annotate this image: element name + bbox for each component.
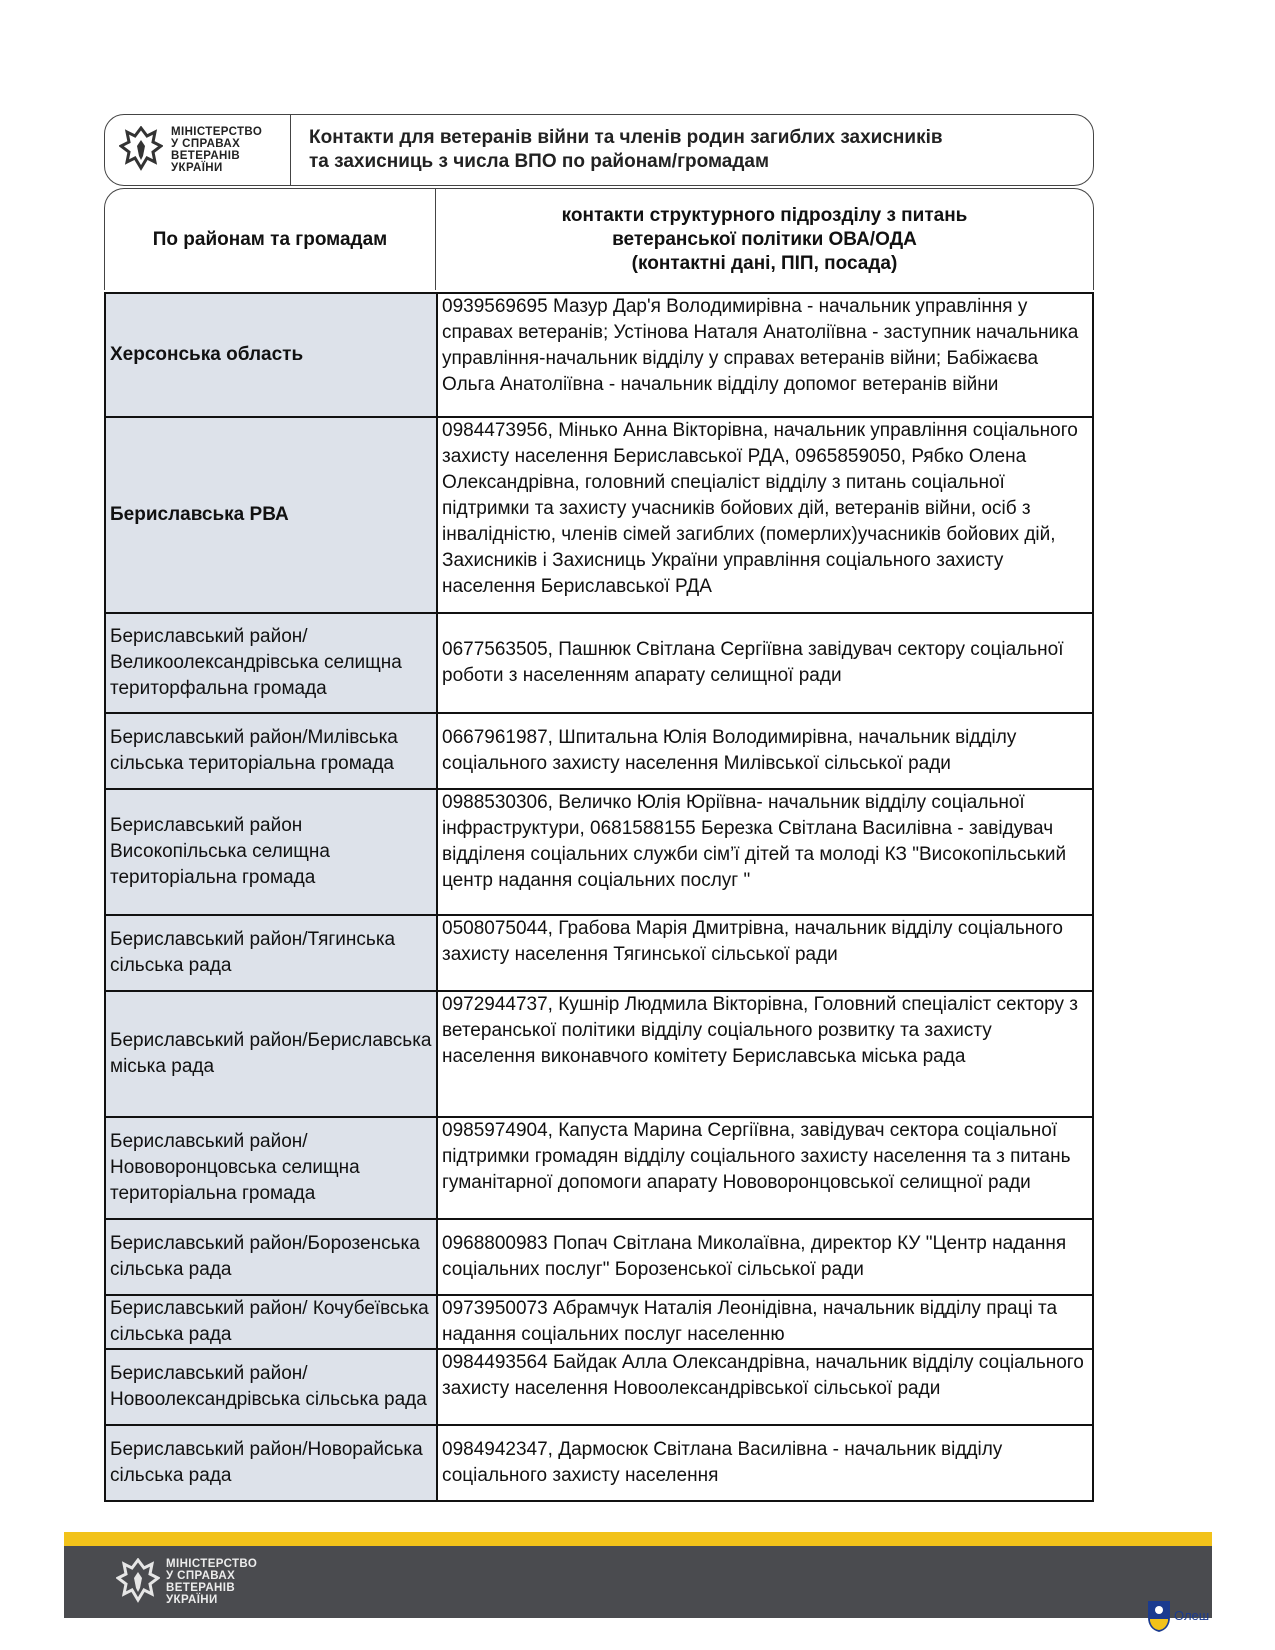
table-row — [105, 293, 1093, 417]
column-header-line: ветеранської політики ОВА/ОДА — [612, 228, 917, 250]
contact-cell: 0984942347, Дармосюк Світлана Василівна - начальник відділу соціального захисту населення — [437, 1425, 1093, 1501]
ministry-line: ВЕТЕРАНІВ — [171, 150, 241, 162]
table-row — [105, 1295, 1093, 1349]
ministry-line: МІНІСТЕРСТВО — [171, 126, 263, 138]
ministry-name — [171, 126, 262, 174]
area-cell: Бериславський район/Новорайська сільська рада — [105, 1425, 437, 1501]
area-cell: Бериславський район/Борозенська сільська рада — [105, 1219, 437, 1295]
contact-cell: 0984493564 Байдак Алла Олександрівна, начальник відділу соціального захисту населення Новоолександрівської сільської ради — [437, 1349, 1093, 1425]
ministry-line: МІНІСТЕРСТВО — [166, 1558, 258, 1570]
table-row — [105, 1219, 1093, 1295]
area-cell: Бериславський район/Бериславська міська рада — [105, 991, 437, 1117]
column-header-line: (контактні дані, ПІП, посада) — [631, 252, 898, 274]
area-cell: Бериславський район/Великоолександрівська селищна територфальна громада — [105, 613, 437, 713]
table-row — [105, 991, 1093, 1117]
footer-bar — [64, 1546, 1212, 1618]
table-row — [105, 713, 1093, 789]
area-cell: Бериславський район/Милівська сільська територіальна громада — [105, 713, 437, 789]
area-cell: Бериславський район/Нововоронцовська селищна територіальна громада — [105, 1117, 437, 1219]
ministry-line: УКРАЇНИ — [171, 162, 223, 174]
ministry-emblem-icon — [119, 126, 163, 174]
contact-cell: 0939569695 Мазур Дар'я Володимирівна - начальник управління у справах ветеранів; Устінова Наталя Анатоліївна - заступник начальника управління-начальник відділу у справах ветеранів війни; Бабіжаєва Ольга Анатоліївна - начальник відділу допомог ветеранів війни — [437, 293, 1093, 417]
table-row — [105, 1117, 1093, 1219]
ministry-line: УКРАЇНИ — [166, 1594, 218, 1606]
area-cell: Бериславський район/ Кочубеївська сільська рада — [105, 1295, 437, 1349]
area-cell: Бериславський район/ Новоолександрівська сільська рада — [105, 1349, 437, 1425]
table-header — [104, 188, 1094, 290]
contact-cell: 0988530306, Величко Юлія Юріївна- начальник відділу соціальної інфраструктури, 0681588155 Березка Світлана Василівна - завідувач відділеня соціальних служби сім’ї дітей та молоді КЗ "Високопільський центр надання соціальних послуг " — [437, 789, 1093, 915]
ministry-logo — [105, 115, 291, 185]
area-cell: Бериславський район/Тягинська сільська рада — [105, 915, 437, 991]
ministry-line: ВЕТЕРАНІВ — [166, 1582, 236, 1594]
table-row — [105, 789, 1093, 915]
table-row — [105, 1349, 1093, 1425]
partner-text: Олеш — [1174, 1607, 1210, 1623]
contacts-table — [104, 292, 1094, 1502]
column-header-line: контакти структурного підрозділу з питань — [561, 204, 968, 226]
contact-cell: 0985974904, Капуста Марина Сергіївна, завідувач сектора соціальної підтримки громадян відділу соціального захисту населення та з питань гуманітарної допомоги апарату Нововоронцовської селищної ради — [437, 1117, 1093, 1219]
coat-of-arms-icon — [1146, 1597, 1172, 1633]
contact-cell: 0968800983 Попач Світлана Миколаївна, директор КУ "Центр надання соціальних послуг" Борозенської сільської ради — [437, 1219, 1093, 1295]
title-line: та захисниць з числа ВПО по районам/громадам — [309, 151, 769, 172]
contact-cell: 0667961987, Шпитальна Юлія Володимирівна, начальник відділу соціального захисту населення Милівської сільської ради — [437, 713, 1093, 789]
ministry-line: У СПРАВАХ — [171, 138, 241, 150]
area-cell: Бериславський район Високопільська селищна територіальна громада — [105, 789, 437, 915]
contact-cell: 0677563505, Пашнюк Світлана Сергіївна завідувач сектору соціальної роботи з населенням апарату селищної ради — [437, 613, 1093, 713]
footer-ministry-name — [166, 1558, 257, 1606]
column-header-contacts — [436, 189, 1093, 290]
partner-logo — [1146, 1597, 1209, 1633]
ministry-emblem-icon — [116, 1558, 160, 1606]
contact-cell: 0973950073 Абрамчук Наталія Леонідівна, начальник відділу праці та надання соціальних послуг населенню — [437, 1295, 1093, 1349]
table-row — [105, 417, 1093, 613]
page-title — [291, 126, 943, 174]
contact-cell: 0508075044, Грабова Марія Дмитрівна, начальник відділу соціального захисту населення Тягинської сільської ради — [437, 915, 1093, 991]
contact-cell: 0972944737, Кушнір Людмила Вікторівна, Головний спеціаліст сектору з ветеранської політики відділу соціального розвитку та захисту населення виконавчого комітету Бериславська міська рада — [437, 991, 1093, 1117]
title-line: Контакти для ветеранів війни та членів родин загиблих захисників — [309, 127, 943, 148]
table-row — [105, 915, 1093, 991]
area-cell: Херсонська область — [105, 293, 437, 417]
table-row — [105, 613, 1093, 713]
table-row — [105, 1425, 1093, 1501]
ministry-line: У СПРАВАХ — [166, 1570, 236, 1582]
column-header-area: По районам та громадам — [105, 189, 436, 290]
header-banner — [104, 114, 1094, 186]
footer-accent-stripe — [64, 1532, 1212, 1546]
contact-cell: 0984473956, Мінько Анна Вікторівна, начальник управління соціального захисту населення Бериславської РДА, 0965859050, Рябко Олена Олександрівна, головний спеціаліст відділу з питань соціальної підтримки та захисту учасників бойових дій, ветеранів війни, осіб з інвалідністю, членів сімей загиблих (померлих)учасників бойових дій, Захисників і Захисниць України управління соціального захисту населення Бериславської РДА — [437, 417, 1093, 613]
area-cell: Бериславська РВА — [105, 417, 437, 613]
